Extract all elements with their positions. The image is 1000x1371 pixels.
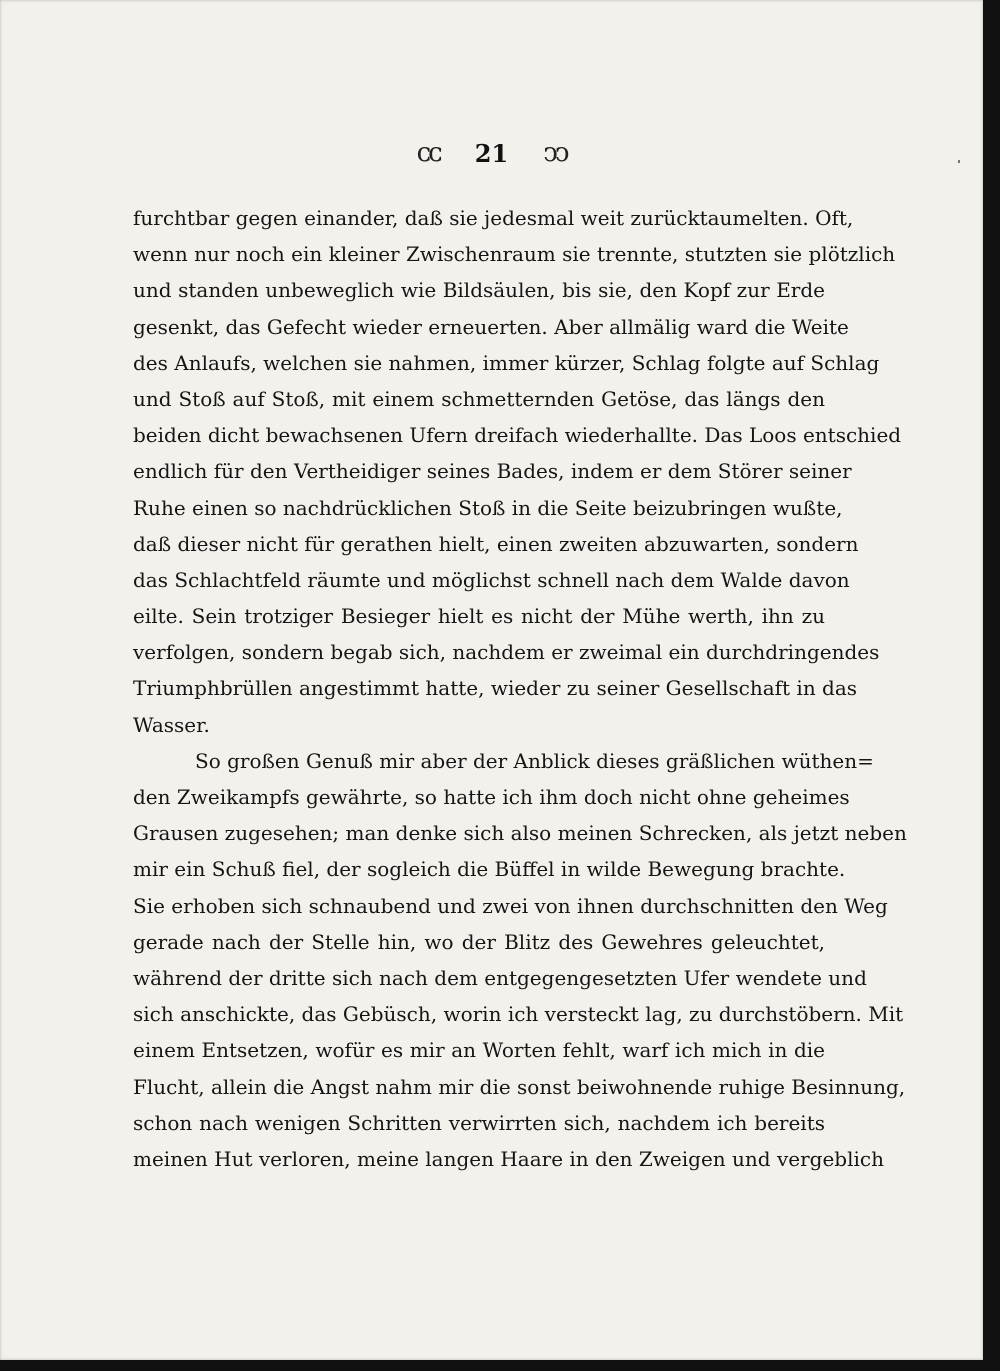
paper-speck <box>958 160 960 163</box>
body-text <box>133 200 907 1177</box>
text-line: furchtbar gegen einander, daß sie jedesmal weit zurücktaumelten. Oft, <box>133 206 854 230</box>
text-line: Wasser. <box>133 712 210 737</box>
scan-border-right <box>983 0 1000 1371</box>
text-line: während der dritte sich nach dem entgegengesetzten Ufer wendete und <box>133 965 867 990</box>
text-line: und standen unbeweglich wie Bildsäulen, bis sie, den Kopf zur Erde <box>133 278 825 303</box>
text-line: Ruhe einen so nachdrücklichen Stoß in die Seite beizubringen wußte, <box>133 495 843 520</box>
text-line: gesenkt, das Gefecht wieder erneuerten. Aber allmälig ward die Weite <box>133 314 849 339</box>
scan-border-bottom <box>0 1360 1000 1371</box>
text-line: So großen Genuß mir aber der Anblick dieses gräßlichen wüthen= <box>195 748 874 773</box>
text-line: verfolgen, sondern begab sich, nachdem er zweimal ein durchdringendes <box>133 640 880 665</box>
text-line: des Anlaufs, welchen sie nahmen, immer kürzer, Schlag folgte auf Schlag <box>133 350 880 375</box>
text-line: Flucht, allein die Angst nahm mir die sonst beiwohnende ruhige Besinnung, <box>133 1074 906 1099</box>
text-line: mir ein Schuß fiel, der sogleich die Büffel in wilde Bewegung brachte. <box>133 857 846 882</box>
text-line: Grausen zugesehen; man denke sich also meinen Schrecken, als jetzt neben <box>133 821 907 846</box>
text-line: sich anschickte, das Gebüsch, worin ich versteckt lag, zu durchstöbern. Mit <box>133 1002 904 1027</box>
text-line: den Zweikampfs gewährte, so hatte ich ihm doch nicht ohne geheimes <box>133 785 850 809</box>
text-line: beiden dicht bewachsenen Ufern dreifach wiederhallte. Das Loos entschied <box>133 423 902 448</box>
page-number: 21 <box>474 138 509 168</box>
text-line: schon nach wenigen Schritten verwirrten sich, nachdem ich bereits <box>133 1110 825 1135</box>
text-line: das Schlachtfeld räumte und möglichst schnell nach dem Walde davon <box>133 567 850 592</box>
text-line: Sie erhoben sich schnaubend und zwei von ihnen durchschnitten den Weg <box>133 893 888 918</box>
text-line: daß dieser nicht für gerathen hielt, einen zweiten abzuwarten, sondern <box>133 531 859 556</box>
text-line: und Stoß auf Stoß, mit einem schmetternden Getöse, das längs den <box>133 386 825 411</box>
ornament-right-icon: ↄↄ <box>543 138 567 168</box>
page-header <box>0 138 983 178</box>
text-line: meinen Hut verloren, meine langen Haare in den Zweigen und vergeblich <box>133 1146 884 1171</box>
text-line: wenn nur noch ein kleiner Zwischenraum sie trennte, stutzten sie plötzlich <box>133 242 896 267</box>
text-line: eilte. Sein trotziger Besieger hielt es nicht der Mühe werth, ihn zu <box>133 604 825 629</box>
text-line: Triumphbrüllen angestimmt hatte, wieder zu seiner Gesellschaft in das <box>133 676 858 701</box>
text-line: gerade nach der Stelle hin, wo der Blitz des Gewehres geleuchtet, <box>133 929 825 954</box>
text-line: einem Entsetzen, wofür es mir an Worten fehlt, warf ich mich in die <box>133 1038 825 1063</box>
ornament-left-icon: ᴄᴄ <box>416 138 440 168</box>
text-line: endlich für den Vertheidiger seines Bades, indem er dem Störer seiner <box>133 459 852 484</box>
